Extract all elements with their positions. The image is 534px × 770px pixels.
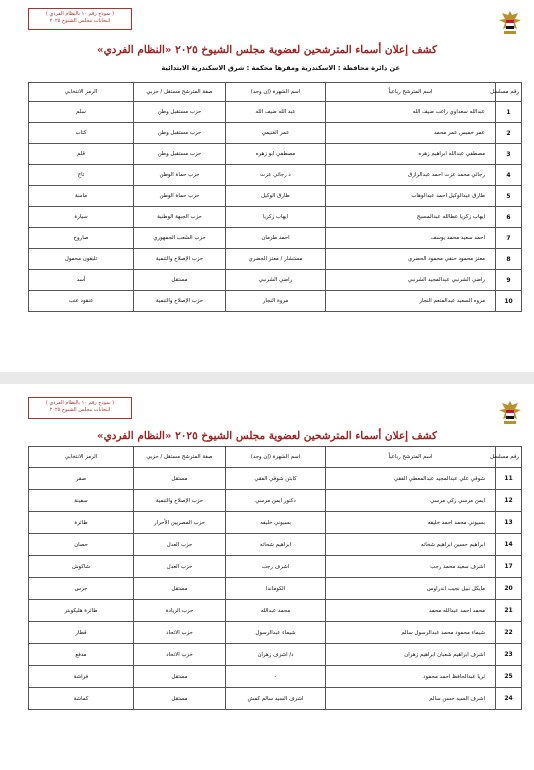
cell-fame: بسيوني خليفه: [226, 512, 326, 534]
cell-name: شوقي علي عبدالمجيد عبدالمعطي الفقي: [326, 468, 496, 490]
cell-name: معتز محمود حنفي محمود الحضري: [326, 249, 496, 270]
cell-symbol: كتاب: [29, 123, 134, 144]
cell-num: 25: [496, 666, 522, 688]
table-row: [29, 666, 522, 688]
cell-name: ايهاب زكريا عطالله عبدالمسيح: [326, 207, 496, 228]
cell-name: ثريا عبدالحافظ احمد محمود: [326, 666, 496, 688]
table-row: [29, 165, 522, 186]
cell-symbol: قلم: [29, 144, 134, 165]
cell-status: مستقل: [134, 578, 226, 600]
table-header-row: [29, 83, 522, 102]
table-row: [29, 688, 522, 710]
cell-name: بسيوني محمد احمد خليفه: [326, 512, 496, 534]
cell-symbol: سيارة: [29, 207, 134, 228]
document-page-1: [0, 0, 534, 372]
cell-status: حزب العدل: [134, 534, 226, 556]
cell-fame: شيماء عبدالرسول: [226, 622, 326, 644]
cell-symbol: طائرة هليكوبتر: [29, 600, 134, 622]
cell-num: 23: [496, 644, 522, 666]
cell-symbol: حصان: [29, 534, 134, 556]
header-num: رقم مسلسل: [496, 447, 522, 468]
cell-status: حزب الجبهة الوطنية: [134, 207, 226, 228]
cell-num: 10: [496, 291, 522, 312]
cell-name: اشرف سعيد محمد رجب: [326, 556, 496, 578]
cell-name: احمد سعيد محمد يوسف: [326, 228, 496, 249]
cell-num: 11: [496, 468, 522, 490]
cell-status: حزب الإصلاح والتنمية: [134, 490, 226, 512]
cell-status: حزب الريادة: [134, 600, 226, 622]
cell-name: عمر خميس عمر محمد: [326, 123, 496, 144]
cell-symbol: جرس: [29, 578, 134, 600]
table-header-row: [29, 447, 522, 468]
cell-name: شيماء محمود محمد عبدالرسول سالم: [326, 622, 496, 644]
cell-symbol: عنقود عنب: [29, 291, 134, 312]
cell-fame: راضي الشرنبي: [226, 270, 326, 291]
table-row: [29, 249, 522, 270]
cell-fame: محمد عبدالله: [226, 600, 326, 622]
egypt-eagle-icon: [498, 400, 522, 426]
cell-status: مستقل: [134, 270, 226, 291]
cell-status: حزب حماة الوطن: [134, 186, 226, 207]
page-title: كشف إعلان أسماء المترشحين لعضوية مجلس الشيوخ ٢٠٢٥ «النظام الفردي»: [97, 44, 437, 56]
cell-status: حزب حماة الوطن: [134, 165, 226, 186]
cell-symbol: تليفون محمول: [29, 249, 134, 270]
cell-num: 5: [496, 186, 522, 207]
header-fame: اسم الشهرة (إن وجد): [226, 83, 326, 102]
cell-symbol: صاروخ: [29, 228, 134, 249]
cell-num: 3: [496, 144, 522, 165]
cell-fame: مروة النجار: [226, 291, 326, 312]
egypt-eagle-icon: [498, 10, 522, 36]
cell-status: مستقل: [134, 666, 226, 688]
cell-num: 8: [496, 249, 522, 270]
cell-fame: كابتن شوقي الفقي: [226, 468, 326, 490]
table-row: [29, 228, 522, 249]
cell-symbol: تاج: [29, 165, 134, 186]
cell-fame: اشرف السيد سالم كمش: [226, 688, 326, 710]
cell-symbol: قطار: [29, 622, 134, 644]
header-name: اسم المترشح رباعياً: [326, 447, 496, 468]
table-row: [29, 186, 522, 207]
header-symbol: الرمز الانتخابي: [29, 83, 134, 102]
table-row: [29, 600, 522, 622]
cell-symbol: سلم: [29, 102, 134, 123]
cell-symbol: أسد: [29, 270, 134, 291]
cell-name: راضي الشرنبي عبدالمجيد الشرنبي: [326, 270, 496, 291]
cell-fame: عبد الله ضيف الله: [226, 102, 326, 123]
table-row: [29, 490, 522, 512]
cell-num: 7: [496, 228, 522, 249]
cell-status: مستقل: [134, 688, 226, 710]
cell-fame: د رجائي عزت: [226, 165, 326, 186]
cell-name: رجائي محمد عزت احمد عبدالرازق: [326, 165, 496, 186]
cell-status: حزب الشعب الجمهوري: [134, 228, 226, 249]
cell-fame: اشرف رجب: [226, 556, 326, 578]
cell-status: حزب العدل: [134, 556, 226, 578]
cell-name: اشرف السيد حسن سالم: [326, 688, 496, 710]
cell-symbol: كماشة: [29, 688, 134, 710]
table-row: [29, 578, 522, 600]
header-symbol: الرمز الانتخابي: [29, 447, 134, 468]
cell-fame: -: [226, 666, 326, 688]
cell-name: اشرف ابراهيم شعبان ابراهيم زهران: [326, 644, 496, 666]
cell-symbol: سفينة: [29, 490, 134, 512]
table-row: [29, 644, 522, 666]
cell-num: 14: [496, 534, 522, 556]
cell-name: ابراهيم حسين ابراهيم شحاته: [326, 534, 496, 556]
cell-name: عبدالله سعداوي راغب ضيف الله: [326, 102, 496, 123]
table-row: [29, 622, 522, 644]
cell-status: حزب المصريين الأحرار: [134, 512, 226, 534]
cell-num: 6: [496, 207, 522, 228]
cell-num: 17: [496, 556, 522, 578]
cell-num: 20: [496, 578, 522, 600]
cell-num: 9: [496, 270, 522, 291]
table-row: [29, 123, 522, 144]
cell-name: مروه السعيد عبدالمنعم النجار: [326, 291, 496, 312]
cell-status: حزب الاتحاد: [134, 644, 226, 666]
cell-symbol: فراشة: [29, 666, 134, 688]
table-row: [29, 534, 522, 556]
cell-fame: مصطفي ابو زهره: [226, 144, 326, 165]
cell-fame: ابراهيم شحاته: [226, 534, 326, 556]
cell-symbol: مدفع: [29, 644, 134, 666]
table-row: [29, 270, 522, 291]
cell-num: 1: [496, 102, 522, 123]
cell-status: مستقل: [134, 468, 226, 490]
table-row: [29, 512, 522, 534]
header-status: صفة المترشح مستقل / حزبي: [134, 447, 226, 468]
table-row: [29, 144, 522, 165]
header-fame: اسم الشهرة (إن وجد): [226, 447, 326, 468]
cell-name: ايمن مرسي زكي مرسي: [326, 490, 496, 512]
cell-status: حزب مستقبل وطن: [134, 144, 226, 165]
header-status: صفة المترشح مستقل / حزبي: [134, 83, 226, 102]
cell-num: 21: [496, 600, 522, 622]
cell-fame: الكوماندا: [226, 578, 326, 600]
cell-num: 24: [496, 688, 522, 710]
cell-symbol: طائرة: [29, 512, 134, 534]
cell-num: 12: [496, 490, 522, 512]
cell-status: حزب الإصلاح والتنمية: [134, 291, 226, 312]
cell-status: حزب مستقبل وطن: [134, 123, 226, 144]
cell-symbol: صقر: [29, 468, 134, 490]
cell-fame: عمر الغنيمي: [226, 123, 326, 144]
candidates-table-1: [28, 82, 522, 312]
header-num: رقم مسلسل: [496, 83, 522, 102]
document-page-2: [0, 384, 534, 770]
form-stamp: ( نموذج رقم ١٠ بالنظام الفردي ) انتخابات مجلس الشيوخ ٢٠٢٥: [28, 397, 132, 419]
cell-num: 13: [496, 512, 522, 534]
candidates-table-2: [28, 446, 522, 710]
cell-num: 4: [496, 165, 522, 186]
cell-status: حزب مستقبل وطن: [134, 102, 226, 123]
table-row: [29, 291, 522, 312]
cell-symbol: ماسة: [29, 186, 134, 207]
header-name: اسم المترشح رباعياً: [326, 83, 496, 102]
cell-name: طارق عبدالوكيل احمد عبدالوهاب: [326, 186, 496, 207]
cell-fame: مستشار / معتز الحضري: [226, 249, 326, 270]
cell-symbol: شاكوش: [29, 556, 134, 578]
cell-name: مايكل نبيل نجيب اندراوس: [326, 578, 496, 600]
cell-name: مصطفي عبدالله ابراهيم زهره: [326, 144, 496, 165]
table-row: [29, 102, 522, 123]
table-row: [29, 556, 522, 578]
cell-fame: ايهاب زكريا: [226, 207, 326, 228]
cell-fame: احمد طرمان: [226, 228, 326, 249]
cell-num: 2: [496, 123, 522, 144]
page-title: كشف إعلان أسماء المترشحين لعضوية مجلس الشيوخ ٢٠٢٥ «النظام الفردي»: [97, 430, 437, 442]
cell-status: حزب الإصلاح والتنمية: [134, 249, 226, 270]
cell-status: حزب الاتحاد: [134, 622, 226, 644]
cell-fame: طارق الوكيل: [226, 186, 326, 207]
cell-fame: د/ اشرف زهران: [226, 644, 326, 666]
district-subtitle: عن دائرة محافظة : الاسكندرية ومقرها محكمة : شرق الاسكندرية الابتدائية: [161, 64, 400, 72]
form-stamp: ( نموذج رقم ١٠ بالنظام الفردي ) انتخابات مجلس الشيوخ ٢٠٢٥: [28, 8, 132, 30]
cell-num: 22: [496, 622, 522, 644]
cell-name: محمد احمد عبدالله محمد: [326, 600, 496, 622]
table-row: [29, 468, 522, 490]
table-row: [29, 207, 522, 228]
cell-fame: دكتور ايمن مرسي: [226, 490, 326, 512]
